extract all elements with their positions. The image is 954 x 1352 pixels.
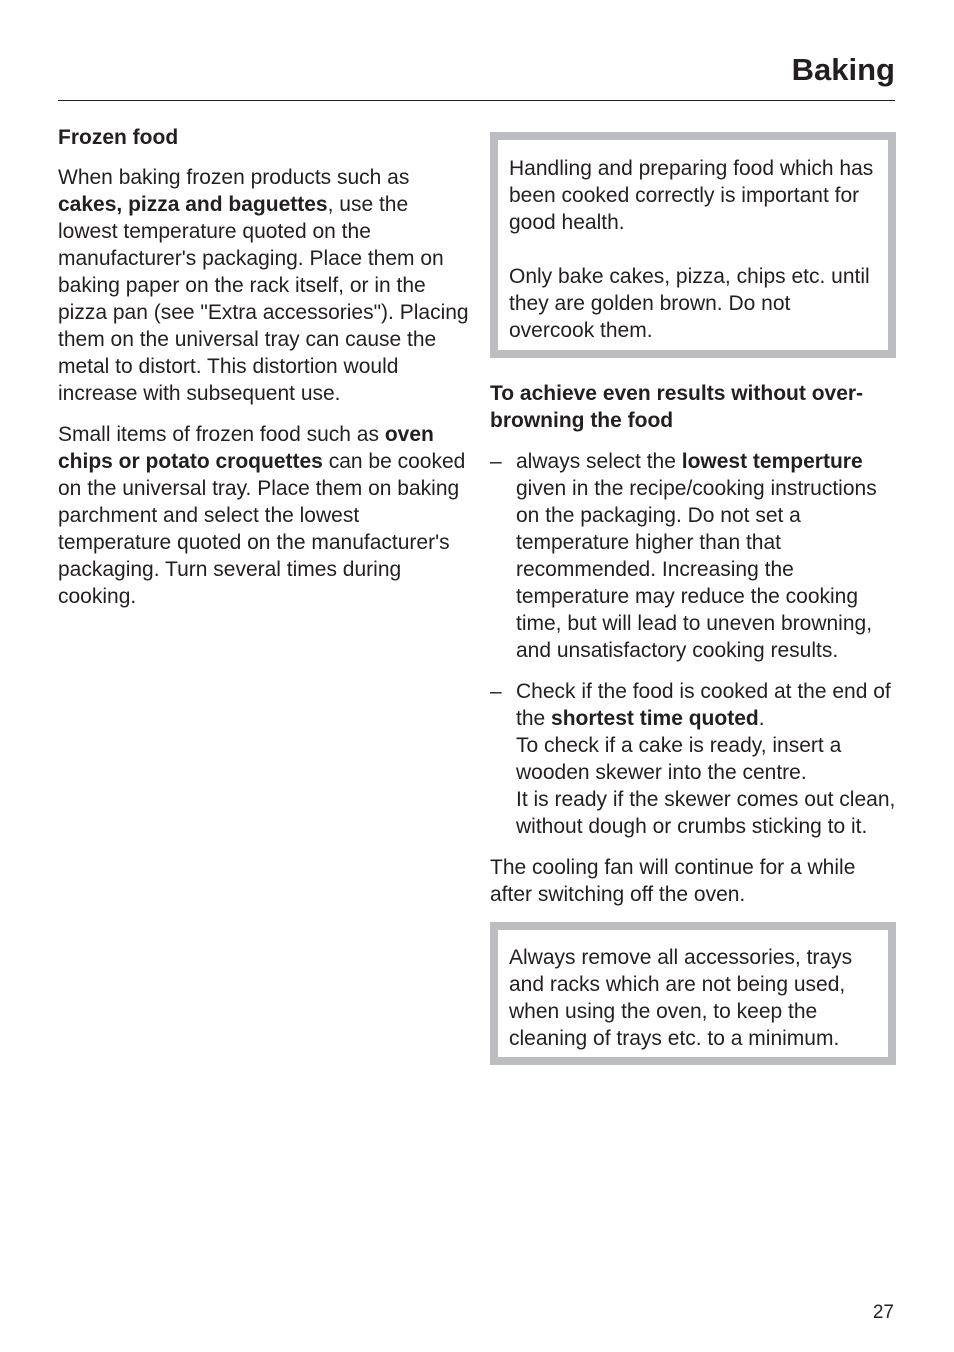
bold-text: shortest time quoted	[551, 707, 759, 730]
page-title: Baking	[791, 52, 895, 87]
list-item	[490, 678, 896, 840]
dash-bullet: –	[490, 450, 502, 473]
accessories-note-box	[490, 922, 896, 1065]
bullet-line: It is ready if the skewer comes out clean, without dough or crumbs sticking to it.	[516, 788, 896, 838]
text-run: Small items of frozen food such as	[58, 423, 385, 446]
text-run: Check if the food is cooked at the end of the	[516, 680, 891, 730]
left-column	[58, 124, 470, 624]
bold-text: oven chips or potato croquettes	[58, 423, 434, 473]
right-column	[490, 132, 896, 1087]
text-run: always select the	[516, 450, 682, 473]
page-number: 27	[872, 1302, 894, 1323]
health-note-paragraph-2: Only bake cakes, pizza, chips etc. until they are golden brown. Do not overcook them.	[509, 265, 870, 342]
dash-bullet: –	[490, 680, 502, 703]
health-note-paragraph-1: Handling and preparing food which has been cooked correctly is important for good health.	[509, 157, 874, 234]
frozen-food-heading: Frozen food	[58, 126, 179, 149]
bullet-line	[516, 678, 896, 732]
header-divider	[58, 100, 895, 101]
bullet-line: To check if a cake is ready, insert a wooden skewer into the centre.	[516, 734, 842, 784]
text-run: can be cooked on the universal tray. Place them on baking parchment and select the lowest temperature quoted on the manufacturer's packaging. Turn several times during cooking.	[58, 450, 466, 608]
text-run: .	[758, 707, 765, 730]
text-run: given in the recipe/cooking instructions on the packaging. Do not set a temperature higher than that recommended. Increasing the temperature may reduce the cooking time, but will lead to uneven browning, and unsatisfactory cooking results.	[516, 477, 877, 662]
bold-text: cakes, pizza and baguettes	[58, 193, 328, 216]
frozen-food-paragraph-2	[58, 421, 470, 610]
text-run: , use the lowest temperature quoted on the manufacturer's packaging. Place them on baking paper on the rack itself, or in the pizza pan (see "Extra accessories"). Placing them on the universal tray can cause the metal to distort. This distortion would increase with subsequent use.	[58, 193, 469, 405]
accessories-note-paragraph: Always remove all accessories, trays and racks which are not being used, when using the oven, to keep the cleaning of trays etc. to a minimum.	[509, 946, 853, 1050]
text-run: When baking frozen products such as	[58, 166, 410, 189]
frozen-food-paragraph-1	[58, 164, 470, 407]
cooling-fan-paragraph: The cooling fan will continue for a while after switching off the oven.	[490, 856, 856, 906]
bold-text: lowest temperture	[681, 450, 863, 473]
health-note-box	[490, 132, 896, 358]
even-results-heading: To achieve even results without over-browning the food	[490, 382, 864, 432]
list-item	[490, 448, 896, 664]
